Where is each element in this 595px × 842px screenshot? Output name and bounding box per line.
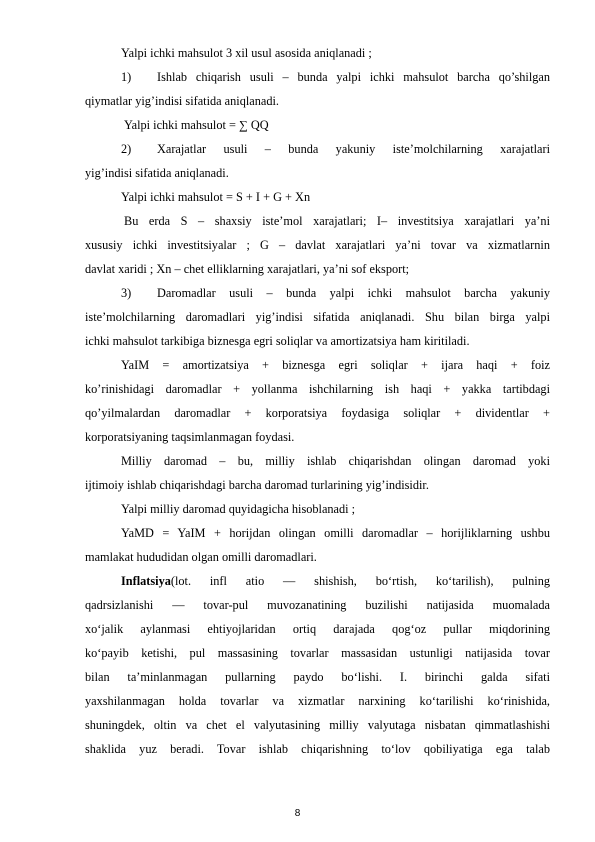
text-line: davlat xaridi ; Xn – chet elliklarning xarajatlari, ya’ni sof eksport; [85, 262, 410, 276]
item-text: Daromadlar usuli – bunda yalpi ichki mahsulot barcha yakuniy [157, 286, 550, 300]
item-text: Xarajatlar usuli – bunda yakuniy iste’molchilarning xarajatlari [157, 142, 550, 156]
numbered-item-1 [121, 69, 550, 85]
text-line: ijtimoiy ishlab chiqarishdagi barcha daromad turlarining yig’indisidir. [85, 478, 429, 492]
text-line: mamlakat hududidan olgan omilli daromadlari. [85, 550, 317, 564]
formula-line: Yalpi ichki mahsulot = S + I + G + Xn [121, 190, 311, 204]
text-line [121, 573, 550, 589]
text-line: iste’molchilarning daromadlari yig’indisi sifatida aniqlanadi. Shu bilan birga yalpi [85, 310, 550, 324]
text-line: shuningdek, oltin va chet el valyutasining milliy valyutaga nisbatan qimmatlashishi [85, 718, 550, 732]
text-line: Bu erda S – shaxsiy iste’mol xarajatlari; I– investitsiya xarajatlari ya’ni [124, 214, 550, 228]
item-number: 3) [121, 286, 132, 300]
text-line: Yalpi ichki mahsulot 3 xil usul asosida aniqlanadi ; [121, 46, 372, 60]
text-line: korporatsiyaning taqsimlanmagan foydasi. [85, 430, 295, 444]
text-line: ichki mahsulot tarkibiga biznesga egri soliqlar va amortizatsiya ham kiritiladi. [85, 334, 470, 348]
text-line: Yalpi milliy daromad quyidagicha hisoblanadi ; [121, 502, 356, 516]
text-line: yaxshilanmagan holda tovarlar va xizmatlar narxining ko‘tarilishi ko‘rinishida, [85, 694, 550, 708]
text-line: Milliy daromad – bu, milliy ishlab chiqarishdan olingan daromad yoki [121, 454, 550, 468]
text-line: shaklida yuz beradi. Tovar ishlab chiqarishning to‘lov qobiliyatiga ega talab [85, 742, 550, 756]
numbered-item-2 [121, 141, 550, 157]
text-line: YaIM = amortizatsiya + biznesga egri soliqlar + ijara haqi + foiz [121, 358, 550, 372]
item-number: 1) [121, 70, 132, 84]
text-line: qadrsizlanishi — tovar-pul muvozanatining buzilishi natijasida muomalada [85, 598, 550, 612]
item-text: Ishlab chiqarish usuli – bunda yalpi ichki mahsulot barcha qo’shilgan [157, 70, 550, 84]
text-line: xususiy ichki investitsiyalar ; G – davlat xarajatlari ya’ni tovar va xizmatlarnin [85, 238, 550, 252]
formula-line: Yalpi ichki mahsulot = ∑ QQ [124, 118, 269, 132]
text-line: ko’rinishidagi daromadlar + yollanma ishchilarning ish haqi + yakka tartibdagi [85, 382, 550, 396]
text-line: YaMD = YaIM + horijdan olingan omilli daromadlar – horijliklarning ushbu [121, 526, 550, 540]
text-line: bilan ta’minlanmagan pullarning paydo bo‘lishi. I. birinchi galda sifati [85, 670, 550, 684]
text-line: qo’yilmalardan daromadlar + korporatsiya foydasiga soliqlar + dividentlar + [85, 406, 550, 420]
text-line: yig’indisi sifatida aniqlanadi. [85, 166, 229, 180]
text-line: ko‘payib ketishi, pul massasining tovarlar massasidan ustunligi natijasida tovar [85, 646, 550, 660]
numbered-item-3 [121, 285, 550, 301]
text-line: xo‘jalik aylanmasi ehtiyojlaridan ortiq darajada qog‘oz pullar miqdorining [85, 622, 550, 636]
term-inflatsiya: Inflatsiya [121, 574, 171, 588]
page-number: 8 [294, 808, 301, 819]
item-number: 2) [121, 142, 132, 156]
text-run: (lot. infl atio — shishish, bo‘rtish, ko‘tarilish), pulning [170, 574, 550, 588]
text-line: qiymatlar yig’indisi sifatida aniqlanadi. [85, 94, 279, 108]
